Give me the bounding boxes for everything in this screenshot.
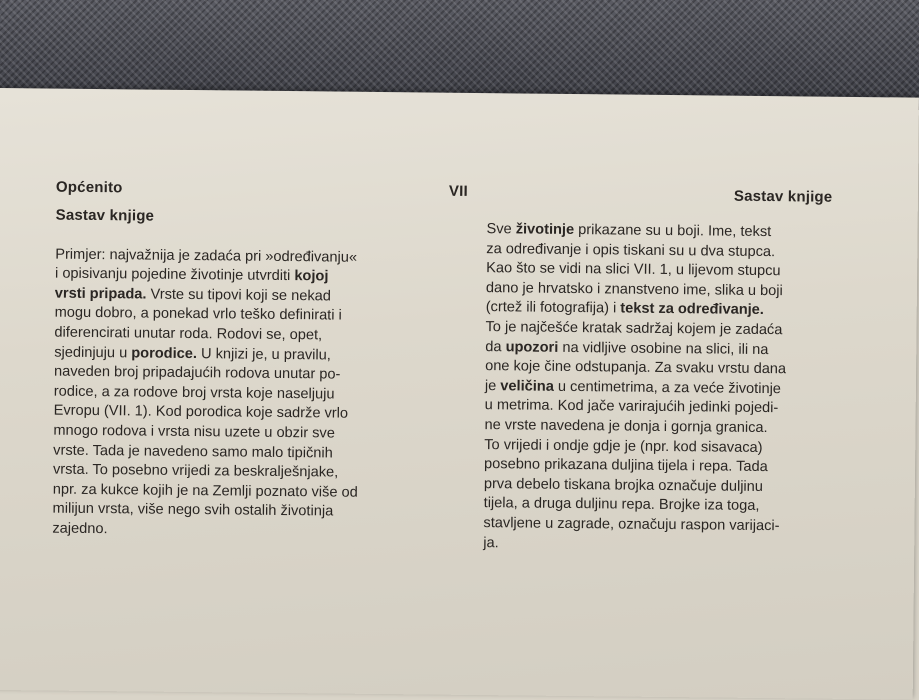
- right-paragraph: [483, 220, 864, 557]
- text-run: npr. za kukce kojih je na Zemlji poznato više od: [52, 481, 358, 501]
- text-line: [52, 519, 442, 543]
- text-run: ja.: [483, 534, 499, 551]
- text-run: To vrijedi i ondje gdje je (npr. kod sisavaca): [484, 436, 763, 456]
- text-run: mogu dobro, a ponekad vrlo teško definirati i: [54, 304, 342, 324]
- text-run: To je najčešće kratak sadržaj kojem je zadaća: [485, 319, 783, 339]
- text-run: mnogo rodova i vrsta nisu uzete u obzir sve: [53, 422, 335, 442]
- chapter-number: VII: [448, 182, 468, 200]
- text-run: i opisivanju pojedine životinje utvrditi: [54, 265, 295, 285]
- text-run: vrsta. To posebno vrijedi za beskralješnjake,: [52, 461, 339, 481]
- right-column: [483, 220, 864, 557]
- text-run: na vidljive osobine na slici, ili na: [558, 339, 769, 358]
- text-run: stavljene u zagrade, označuju raspon varijaci-: [483, 514, 780, 535]
- text-run: zajedno.: [52, 520, 108, 538]
- text-run: Primjer: najvažnija je zadaća pri »određivanju«: [55, 246, 358, 266]
- text-run: sjedinjuju u: [54, 344, 132, 361]
- text-run: da: [485, 338, 506, 355]
- text-run: diferencirati unutar roda. Rodovi se, opet,: [54, 324, 323, 344]
- text-run: dano je hrvatsko i znanstveno ime, slika u boji: [485, 279, 783, 299]
- text-run: Kao što se vidi na slici VII. 1, u lijevom stupcu: [486, 260, 781, 280]
- text-run: rodice, a za rodove broj vrsta koje naseljuju: [53, 383, 335, 403]
- left-paragraph: [52, 245, 445, 543]
- text-run: milijun vrsta, više nego svih ostalih životinja: [52, 500, 334, 520]
- text-run: prikazane su u boji. Ime, tekst: [574, 222, 772, 241]
- text-run: Vrste su tipovi koji se nekad: [146, 286, 331, 305]
- text-line: [483, 514, 861, 538]
- text-run: u centimetrima, a za veće životinje: [553, 378, 782, 397]
- section-subtitle: Sastav knjige: [55, 206, 155, 225]
- left-column: [52, 206, 445, 544]
- text-run: posebno prikazana duljina tijela i repa. Tada: [484, 456, 768, 476]
- bold-term: vrsti pripada.: [54, 285, 147, 303]
- bold-term: upozori: [505, 338, 559, 356]
- text-run: one koje čine odstupanja. Za svaku vrstu dana: [485, 358, 787, 378]
- book-page: [0, 88, 919, 700]
- text-run: (crtež ili fotografija) i: [485, 299, 621, 317]
- bold-term: veličina: [500, 378, 554, 395]
- bold-term: porodice.: [131, 344, 198, 362]
- text-line: [483, 534, 861, 558]
- header-section-title: Općenito: [55, 178, 123, 197]
- text-run: Sve: [486, 221, 516, 238]
- text-run: vrste. Tada je navedeno samo malo tipičnih: [53, 442, 333, 462]
- header-chapter-title: Sastav knjige: [733, 187, 833, 206]
- text-run: naveden broj pripadajućih rodova unutar po-: [53, 363, 341, 383]
- text-run: u metrima. Kod jače varirajućih jedinki pojedi-: [484, 397, 779, 417]
- text-run: ne vrste navedena je donja i gornja granica.: [484, 417, 768, 436]
- bold-term: kojoj: [294, 268, 329, 285]
- bold-term: životinje: [515, 221, 575, 239]
- text-run: U knjizi je, u pravilu,: [196, 345, 331, 364]
- text-line: [52, 500, 442, 524]
- text-run: je: [484, 377, 501, 395]
- text-run: prva debelo tiskana brojka označuje duljinu: [483, 475, 764, 495]
- text-run: tijela, a druga duljinu repa. Brojke iza toga,: [483, 495, 760, 515]
- bold-term: tekst za određivanje.: [620, 300, 764, 319]
- text-run: za određivanje i opis tiskani su u dva stupca.: [486, 240, 776, 260]
- text-run: Evropu (VII. 1). Kod porodica koje sadrže vrlo: [53, 402, 349, 423]
